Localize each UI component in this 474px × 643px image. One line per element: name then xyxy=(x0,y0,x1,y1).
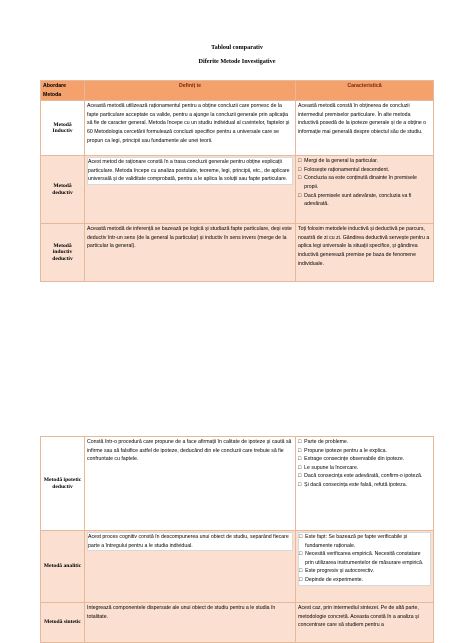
bullet-icon: □ xyxy=(299,534,303,540)
list-item xyxy=(298,481,431,490)
method-definition xyxy=(85,531,296,603)
list-item-text: Dacă consecința este adevărată, confirm-o ipoteză. xyxy=(304,473,423,480)
method-definition xyxy=(85,156,296,224)
list-item xyxy=(298,174,431,191)
list-item xyxy=(299,550,430,567)
column-header-approach: Abordare Metoda xyxy=(41,81,85,101)
definition-box: Acest metod de raționare constă în a trasa concluzii generale pentru obține explicații particulare. Metoda începe cu analiza postulate, teoreme, legi, principii, etc., de aplicare universală și de validitate comprobată, pentru a le aplica la soluții sau fapte particulare. xyxy=(87,157,293,185)
method-characteristic: Toți folosim metodele inductivă și deductivă pe parcurs, noastră de zi cu zi. Gândirea deductivă servește pentru a aplica legi universale la situații specifice, și gândirea inductivă generează premise pe baza de fenomene individuale. xyxy=(296,224,434,282)
bullet-icon: □ xyxy=(298,447,302,454)
list-item xyxy=(298,472,431,481)
method-characteristic-list xyxy=(296,437,434,531)
bullet-icon: □ xyxy=(298,473,302,480)
list-item xyxy=(298,166,431,175)
bullet-icon: □ xyxy=(298,456,302,463)
document-title: Tabloul comparativ xyxy=(211,44,263,51)
list-item-text: Necesită verificarea empirică. Necesită constatare prin utilizarea instrumentelor de măsurare empirică. xyxy=(305,551,424,566)
method-name: Metodă Inductiv xyxy=(41,101,85,156)
bullet-icon: □ xyxy=(298,158,302,165)
list-item-text: Și dacă consecința este falsă, refută ipoteza. xyxy=(304,481,408,488)
bullet-icon: □ xyxy=(298,192,302,199)
method-name: Metodă ipotetic deductiv xyxy=(41,437,85,531)
method-characteristic: Acest caz, prin intermediul sintezei. Pe de altă parte, metodologie concretă. Aceasta constă în a analiza și concentrare care să studiem pentru a xyxy=(296,603,434,643)
list-item-text: Propune ipoteze pentru a le explica. xyxy=(304,447,387,454)
list-item xyxy=(298,438,431,447)
column-header-characteristic: Caracteristică xyxy=(296,81,434,101)
list-item-text: Extrage consecințe observabile din ipoteze. xyxy=(304,456,405,463)
comparison-table-part-2 xyxy=(40,436,434,643)
list-item-text: Este fapt: Se bazează pe fapte verificabile și fundamente raționale. xyxy=(305,534,408,549)
list-item xyxy=(298,192,431,209)
bullet-icon: □ xyxy=(298,464,302,471)
method-definition: Această metodă utilizează raționamentul pentru a obține concluzii care pornesc de la fapte particulare acceptate ca valide, pentru a ajunge la concluzii generale prin aplicația să fie de caracter general. Metoda începe cu un studiu individual al cuvintelor, faptelor și 60 Metodologia cercetării formulează concluzii specifice pentru a universale care se propun ca legi, principii sau fundamente ale unei teorii. xyxy=(85,101,296,156)
table-row xyxy=(41,437,434,531)
list-item-text: Mergi de la general la particular. xyxy=(304,158,378,165)
list-item-text: Le supune la încercare. xyxy=(304,464,359,471)
table-row xyxy=(41,603,434,643)
table-row xyxy=(41,531,434,603)
list-item-text: Dacă premisele sunt adevărate, concluzia va fi adevărată. xyxy=(304,192,412,208)
bullet-icon: □ xyxy=(299,551,303,558)
list-item xyxy=(298,464,431,473)
bullet-icon: □ xyxy=(298,481,302,488)
document-subtitle: Diferite Metode Investigative xyxy=(198,58,276,65)
list-item-text: Este progresiv și autocorectiv. xyxy=(305,568,374,575)
bullet-icon: □ xyxy=(298,175,302,182)
method-name: Metodă analitic xyxy=(41,531,85,603)
bullet-icon: □ xyxy=(299,568,303,575)
list-item xyxy=(298,157,431,166)
table-row xyxy=(41,156,434,224)
table-row xyxy=(41,224,434,282)
method-definition: Integrează componentele dispersate ale unui obiect de studiu pentru a le studia în totalitate. xyxy=(85,603,296,643)
method-definition: Constă într-o procedură care propune de a face afirmații în calitate de ipoteze și caută să infirme sau să falsifice astfel de ipoteze, deducând din ele concluzii care trebuie să fie confruntate cu faptele. xyxy=(85,437,296,531)
method-name: Metodă deductiv xyxy=(41,156,85,224)
method-definition: Această metodă de inferență se bazează pe logică și studiază fapte particulare, deși este deductiv într-un sens (de la general la particular) și inductiv în sens invers (merge de la particular la general). xyxy=(85,224,296,282)
list-item xyxy=(299,533,430,550)
list-item-text: Concluzia sa este conținută dinainte în premisele propii. xyxy=(304,175,417,190)
method-characteristic-list xyxy=(296,531,434,603)
bullet-icon: □ xyxy=(298,439,302,445)
column-header-definition: Definiț ie xyxy=(85,81,296,101)
list-item xyxy=(299,576,430,585)
list-item-text: Parte de probleme. xyxy=(304,439,349,445)
list-item xyxy=(298,455,431,464)
characteristic-box xyxy=(298,532,431,586)
table-row xyxy=(41,101,434,156)
method-characteristic-list xyxy=(296,156,434,224)
bullet-icon: □ xyxy=(298,166,302,173)
comparison-table-part-1 xyxy=(40,80,434,282)
definition-box: Acest proces cognitiv constă în descompunerea unui obiect de studiu, separând fiecare parte a întregului pentru a le studia individual. xyxy=(87,532,293,551)
list-item xyxy=(299,567,430,576)
method-characteristic: Această metodă constă în obținerea de concluzii intermediul premiselor particulare. În alte metoda inductivă posedă de la ipoteze generale și de a obține o informație mai generală despre obiectul său de studiu. xyxy=(296,101,434,156)
method-name: Metodă sintetic xyxy=(41,603,85,643)
list-item-text: Folosește raționamentul descendent. xyxy=(304,166,390,173)
method-name: Metodă inductiv deductiv xyxy=(41,224,85,282)
list-item-text: Depinde de experimente. xyxy=(305,576,364,583)
bullet-icon: □ xyxy=(299,576,303,583)
list-item xyxy=(298,447,431,456)
